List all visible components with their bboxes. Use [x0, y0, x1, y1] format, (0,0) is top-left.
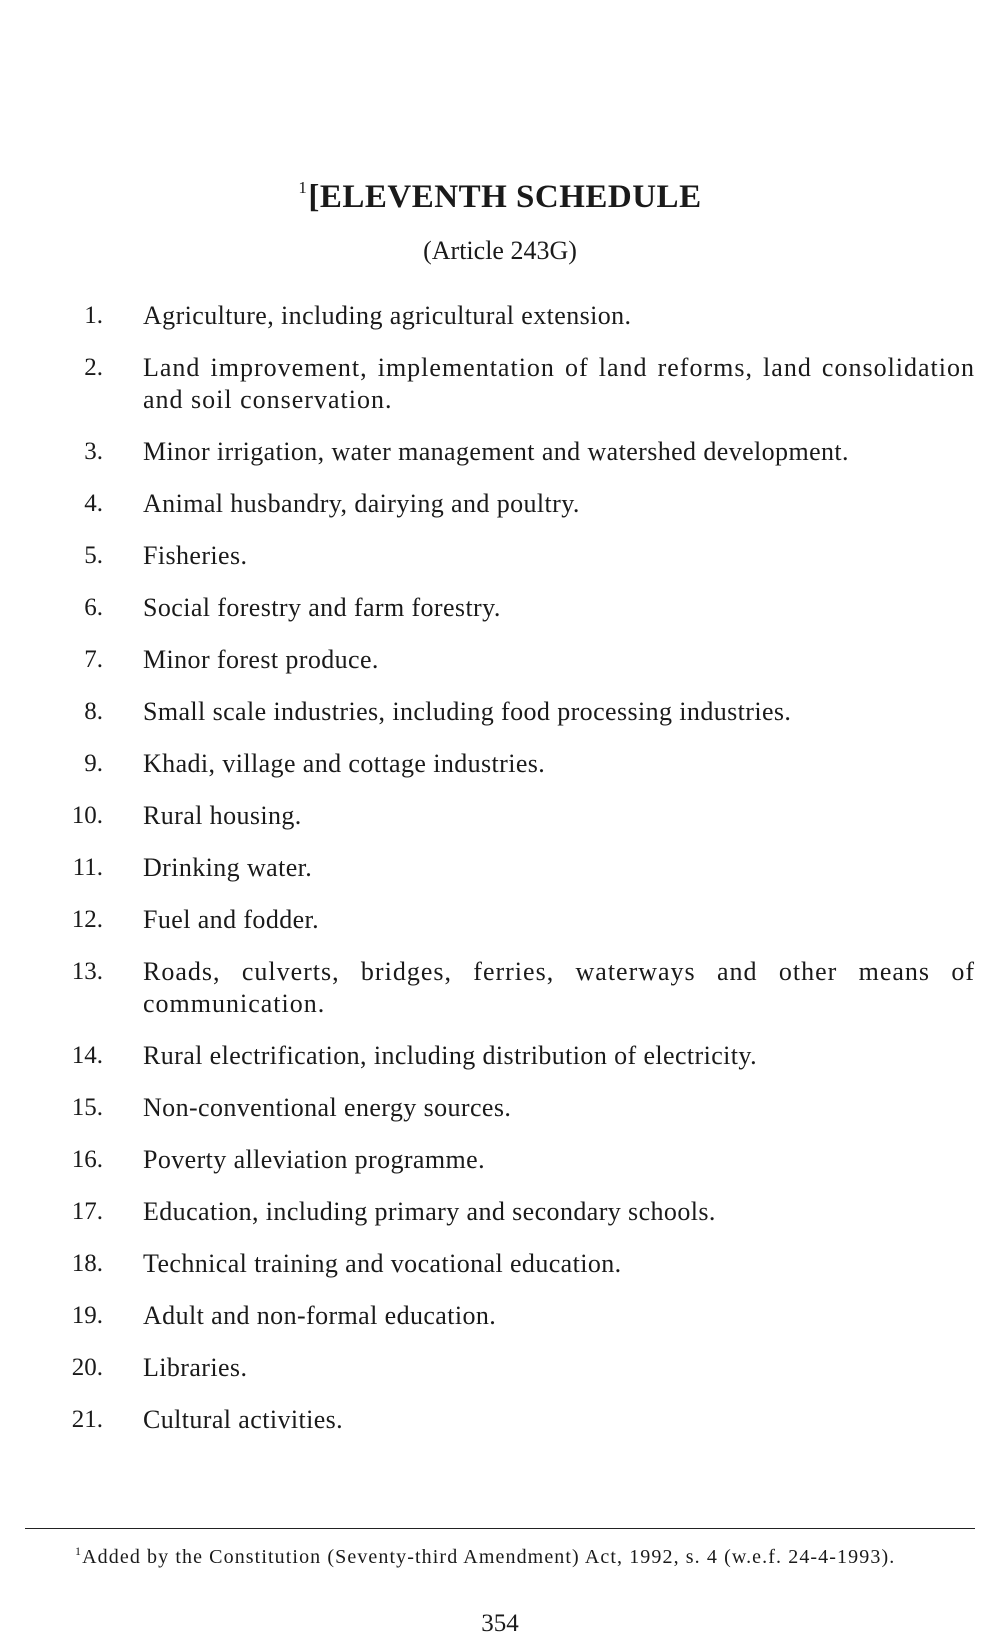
- item-number: 18.: [71, 1250, 103, 1277]
- item-text: Land improvement, implementation of land reforms, land consolidation and soil conservation.: [143, 353, 975, 414]
- item-number: 10.: [71, 802, 103, 829]
- article-reference: (Article 243G): [423, 236, 577, 265]
- page-number: 354: [481, 1610, 519, 1637]
- list-item: [0, 1196, 1000, 1228]
- list-item: [0, 852, 1000, 884]
- list-item: [0, 1300, 1000, 1332]
- item-text: Social forestry and farm forestry.: [143, 593, 501, 622]
- list-item: [0, 696, 1000, 728]
- item-number: 5.: [84, 542, 103, 569]
- item-text: Minor irrigation, water management and watershed development.: [143, 437, 849, 466]
- item-text: Poverty alleviation programme.: [143, 1145, 485, 1174]
- item-number: 15.: [71, 1094, 103, 1121]
- item-number: 13.: [71, 958, 103, 985]
- item-number: 14.: [71, 1042, 103, 1069]
- item-number: 7.: [84, 646, 103, 673]
- item-number: 6.: [84, 594, 103, 621]
- list-item: [0, 956, 1000, 1020]
- schedule-title-text: [ELEVENTH SCHEDULE: [308, 179, 702, 215]
- item-text: Drinking water.: [143, 853, 313, 882]
- list-item: [0, 488, 1000, 520]
- item-text: Animal husbandry, dairying and poultry.: [143, 489, 580, 518]
- item-text: Technical training and vocational education.: [143, 1249, 622, 1278]
- schedule-item-list: [0, 300, 1000, 1456]
- list-item: [0, 748, 1000, 780]
- footnote-marker: 1: [75, 1544, 83, 1558]
- list-item: [0, 800, 1000, 832]
- item-text: Cultural activities.: [143, 1405, 344, 1434]
- item-text: Roads, culverts, bridges, ferries, waterways and other means of communication.: [143, 957, 975, 1018]
- list-item: [0, 1092, 1000, 1124]
- item-number: 19.: [71, 1302, 103, 1329]
- footnote: [25, 1538, 975, 1570]
- footnote-reference-marker: 1: [298, 178, 308, 197]
- footnote-divider: [25, 1528, 975, 1529]
- item-text: Small scale industries, including food processing industries.: [143, 697, 792, 726]
- item-text: Rural electrification, including distribution of electricity.: [143, 1041, 758, 1070]
- item-text: Education, including primary and secondary schools.: [143, 1197, 716, 1226]
- item-number: 11.: [72, 854, 103, 881]
- list-item: [0, 1040, 1000, 1072]
- item-text: Fisheries.: [143, 541, 248, 570]
- item-number: 17.: [71, 1198, 103, 1225]
- list-item: [0, 436, 1000, 468]
- item-text: Adult and non-formal education.: [143, 1301, 497, 1330]
- item-number: 16.: [71, 1146, 103, 1173]
- list-item: [0, 352, 1000, 416]
- item-text: Fuel and fodder.: [143, 905, 320, 934]
- item-text: Minor forest produce.: [143, 645, 379, 674]
- item-text: Non-conventional energy sources.: [143, 1093, 512, 1122]
- item-number: 20.: [71, 1354, 103, 1381]
- list-item: [0, 1404, 1000, 1436]
- list-item: [0, 1248, 1000, 1280]
- item-number: 21.: [71, 1406, 103, 1433]
- list-item: [0, 644, 1000, 676]
- list-item: [0, 540, 1000, 572]
- list-item: [0, 1352, 1000, 1384]
- list-item: [0, 300, 1000, 332]
- item-number: 9.: [84, 750, 103, 777]
- list-item: [0, 1144, 1000, 1176]
- item-text: Libraries.: [143, 1353, 248, 1382]
- footnote-text: Added by the Constitution (Seventy-third Amendment) Act, 1992, s. 4 (w.e.f. 24-4-1993).: [82, 1546, 896, 1568]
- item-text: Rural housing.: [143, 801, 302, 830]
- item-number: 3.: [84, 438, 103, 465]
- item-number: 8.: [84, 698, 103, 725]
- item-text: Khadi, village and cottage industries.: [143, 749, 546, 778]
- item-number: 1.: [84, 302, 103, 329]
- item-text: Agriculture, including agricultural extension.: [143, 301, 632, 330]
- schedule-title: [0, 178, 1000, 216]
- list-item: [0, 904, 1000, 936]
- item-number: 12.: [71, 906, 103, 933]
- item-number: 4.: [84, 490, 103, 517]
- list-item: [0, 592, 1000, 624]
- item-number: 2.: [84, 354, 103, 381]
